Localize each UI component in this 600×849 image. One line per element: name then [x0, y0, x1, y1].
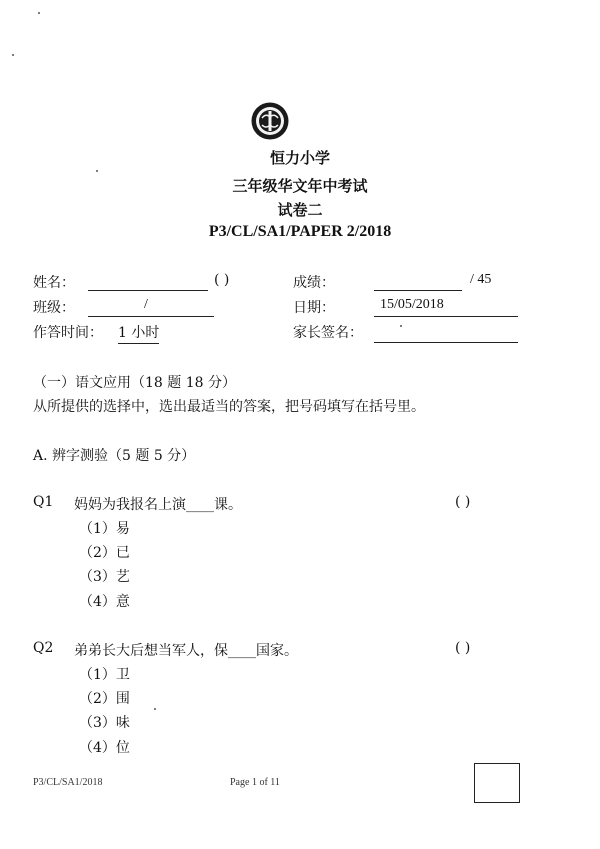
school-logo: [250, 101, 290, 141]
question-number: Q2: [33, 640, 54, 656]
parent-signature-field[interactable]: [374, 342, 518, 343]
date-underline: [374, 316, 518, 317]
time-value: 1 小时: [118, 322, 159, 344]
answer-paren[interactable]: ( ): [455, 494, 471, 510]
time-label: 作答时间：: [33, 325, 103, 341]
date-label: 日期：: [293, 300, 335, 316]
section-instruction: 从所提供的选择中，选出最适当的答案，把号码填写在括号里。: [33, 399, 425, 415]
question-text: 弟弟长大后想当军人，保____国家。: [74, 643, 298, 659]
part-a-title: A. 辨字测验（5 题 5 分）: [33, 448, 196, 464]
score-field[interactable]: [374, 290, 462, 291]
paper-code: P3/CL/SA1/PAPER 2/2018: [208, 223, 392, 240]
school-name: 恒力小学: [269, 149, 330, 167]
scan-speck: [12, 54, 14, 56]
class-field[interactable]: [88, 316, 214, 317]
section-title: （一）语文应用（18 题 18 分）: [33, 375, 236, 391]
option: （3）艺: [79, 569, 130, 585]
name-label: 姓名：: [33, 275, 75, 291]
question-number: Q1: [33, 494, 54, 510]
class-label: 班级：: [33, 300, 75, 316]
name-field[interactable]: [88, 290, 208, 291]
parent-signature-label: 家长签名：: [293, 325, 363, 341]
paper-title: 试卷二: [277, 201, 323, 219]
class-separator: /: [144, 297, 148, 312]
option: （4）意: [79, 594, 130, 610]
answer-paren[interactable]: ( ): [455, 640, 471, 656]
option: （4）位: [79, 740, 130, 756]
footer-code: P3/CL/SA1/2018: [33, 777, 103, 788]
marks-box[interactable]: [474, 763, 520, 803]
scan-speck: [400, 325, 402, 327]
scan-speck: [154, 708, 156, 710]
option: （3）味: [79, 715, 130, 731]
date-value: 15/05/2018: [380, 297, 444, 312]
score-label: 成绩：: [293, 275, 335, 291]
index-paren: ( ): [214, 272, 230, 288]
page-number: Page 1 of 11: [230, 777, 280, 788]
option: （1）易: [79, 521, 130, 537]
score-total: / 45: [470, 272, 492, 287]
option: （2）已: [79, 545, 130, 561]
question-text: 妈妈为我报名上演____课。: [74, 497, 242, 513]
scan-speck: [96, 170, 98, 172]
exam-title: 三年级华文年中考试: [232, 177, 368, 195]
option: （1）卫: [79, 667, 130, 683]
option: （2）围: [79, 691, 130, 707]
scan-speck: [38, 12, 40, 14]
